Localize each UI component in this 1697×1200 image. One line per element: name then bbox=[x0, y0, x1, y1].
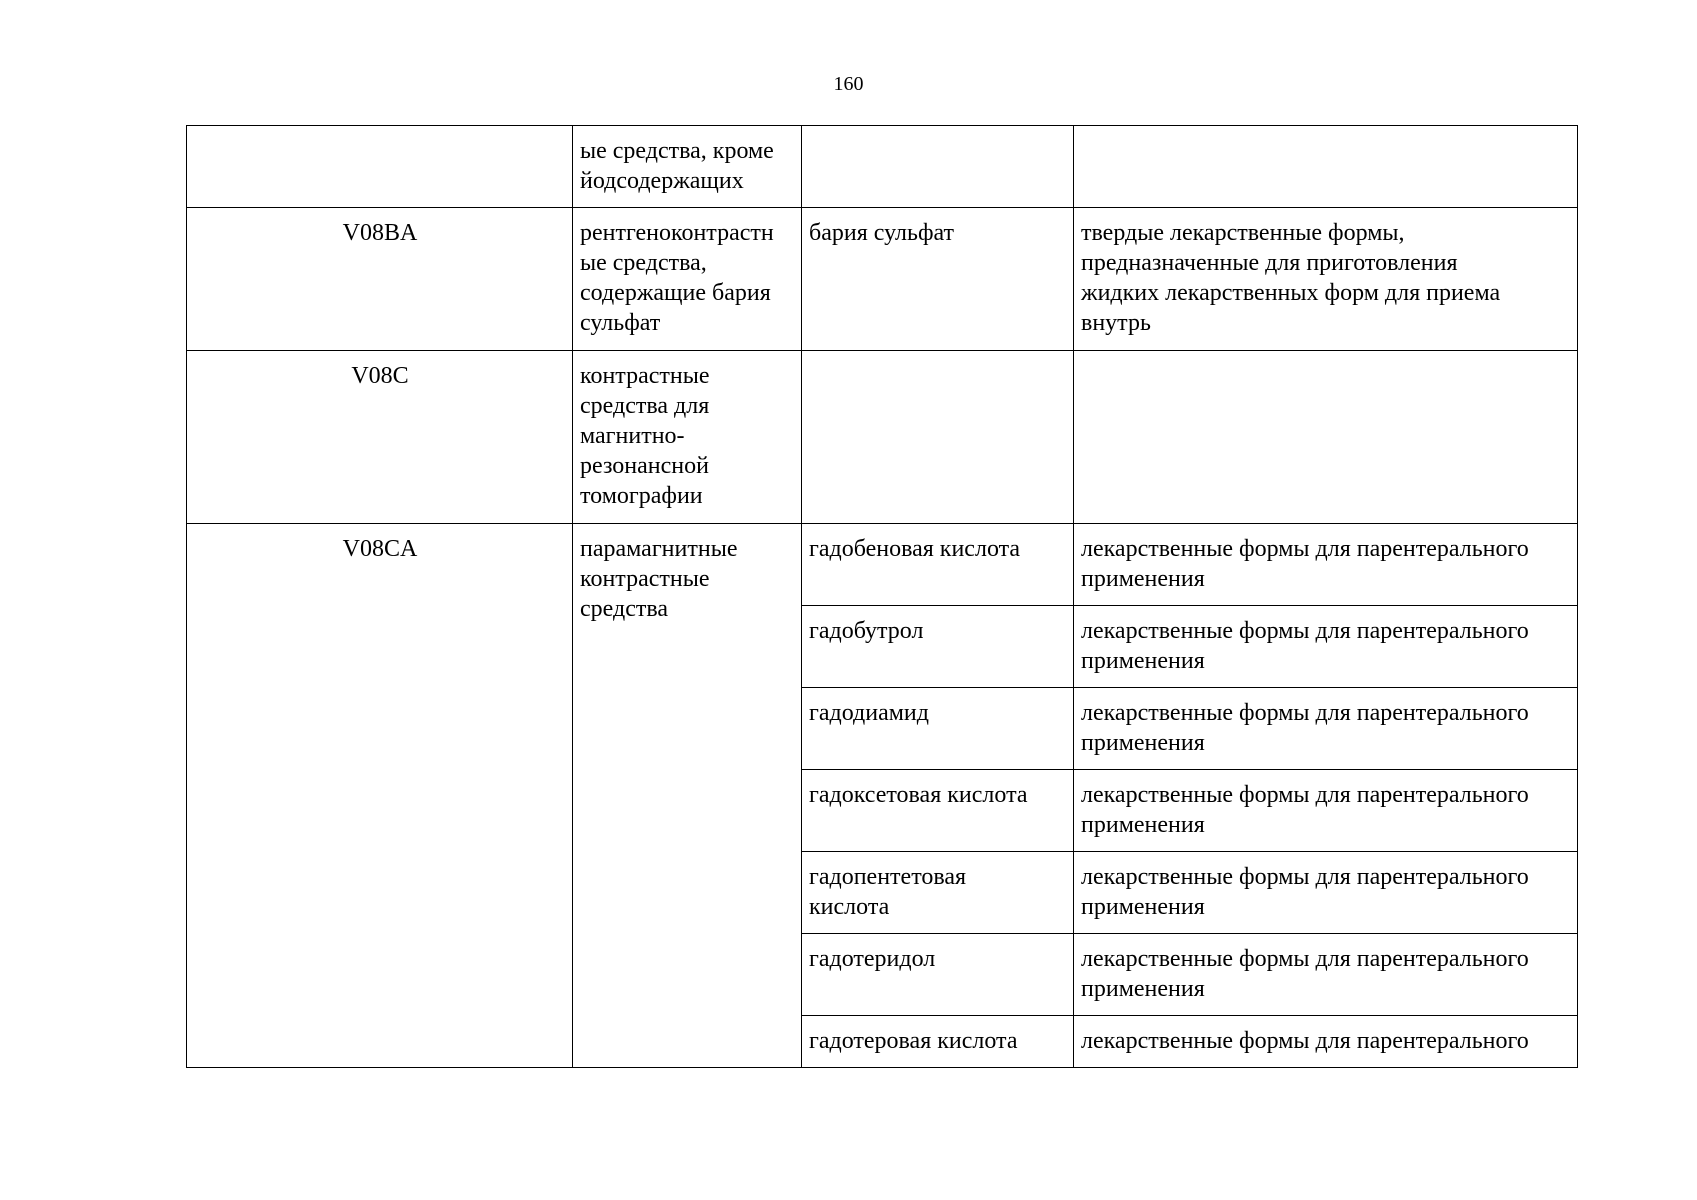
dosage-form-cell bbox=[1074, 524, 1578, 606]
dosage-form: лекарственные формы для парентерального применения bbox=[1081, 782, 1529, 838]
dosage-form: лекарственные формы для парентерального применения bbox=[1081, 536, 1529, 592]
atc-code-cell bbox=[187, 351, 573, 524]
table-row bbox=[187, 126, 1578, 208]
drug-name-cell bbox=[802, 351, 1074, 524]
drug-name-cell bbox=[802, 524, 1074, 606]
group-cell bbox=[573, 351, 802, 524]
dosage-form-cell bbox=[1074, 1016, 1578, 1068]
drug-name: гадоксетовая кислота bbox=[809, 782, 1028, 808]
table-row bbox=[187, 351, 1578, 524]
drug-name-cell bbox=[802, 770, 1074, 852]
group-name: парамагнитные контрастные средства bbox=[580, 536, 738, 622]
group-name: контрастные средства для магнитно- резонансной томографии bbox=[580, 363, 710, 509]
drug-name: гадотеридол bbox=[809, 946, 936, 972]
atc-code-cell bbox=[187, 208, 573, 351]
atc-code-cell bbox=[187, 126, 573, 208]
group-name: рентгеноконтрастн ые средства, содержащие бария сульфат bbox=[580, 220, 774, 336]
dosage-form-cell bbox=[1074, 688, 1578, 770]
group-name: ые средства, кроме йодсодержащих bbox=[580, 138, 774, 194]
drug-name: бария сульфат bbox=[809, 220, 955, 246]
group-cell bbox=[573, 524, 802, 1068]
drug-name: гадотеровая кислота bbox=[809, 1028, 1018, 1054]
drug-name: гадобутрол bbox=[809, 618, 924, 644]
dosage-form: лекарственные формы для парентерального применения bbox=[1081, 700, 1529, 756]
drug-name-cell bbox=[802, 934, 1074, 1016]
dosage-form-cell bbox=[1074, 770, 1578, 852]
drug-table bbox=[186, 125, 1578, 1068]
drug-name-cell bbox=[802, 1016, 1074, 1068]
table-row bbox=[187, 524, 1578, 606]
dosage-form: лекарственные формы для парентерального применения bbox=[1081, 946, 1529, 1002]
dosage-form-cell bbox=[1074, 934, 1578, 1016]
dosage-form: твердые лекарственные формы, предназначенные для приготовления жидких лекарственных форм для приема внутрь bbox=[1081, 220, 1501, 336]
dosage-form-cell bbox=[1074, 208, 1578, 351]
group-cell bbox=[573, 126, 802, 208]
dosage-form-cell bbox=[1074, 126, 1578, 208]
dosage-form: лекарственные формы для парентерального применения bbox=[1081, 618, 1529, 674]
drug-name-cell bbox=[802, 688, 1074, 770]
dosage-form: лекарственные формы для парентерального bbox=[1081, 1028, 1529, 1054]
dosage-form-cell bbox=[1074, 606, 1578, 688]
drug-name-cell bbox=[802, 126, 1074, 208]
table-row bbox=[187, 208, 1578, 351]
dosage-form-cell bbox=[1074, 351, 1578, 524]
atc-code: V08C bbox=[351, 363, 409, 389]
atc-code-cell bbox=[187, 524, 573, 1068]
drug-name-cell bbox=[802, 606, 1074, 688]
drug-name: гадодиамид bbox=[809, 700, 929, 726]
dosage-form-cell bbox=[1074, 852, 1578, 934]
group-cell bbox=[573, 208, 802, 351]
atc-code: V08CA bbox=[342, 536, 418, 562]
page-number: 160 bbox=[833, 73, 864, 95]
atc-code: V08BA bbox=[342, 220, 418, 246]
drug-name-cell bbox=[802, 852, 1074, 934]
drug-name-cell bbox=[802, 208, 1074, 351]
dosage-form: лекарственные формы для парентерального применения bbox=[1081, 864, 1529, 920]
drug-name: гадобеновая кислота bbox=[809, 536, 1021, 562]
drug-name: гадопентетовая кислота bbox=[809, 864, 967, 920]
